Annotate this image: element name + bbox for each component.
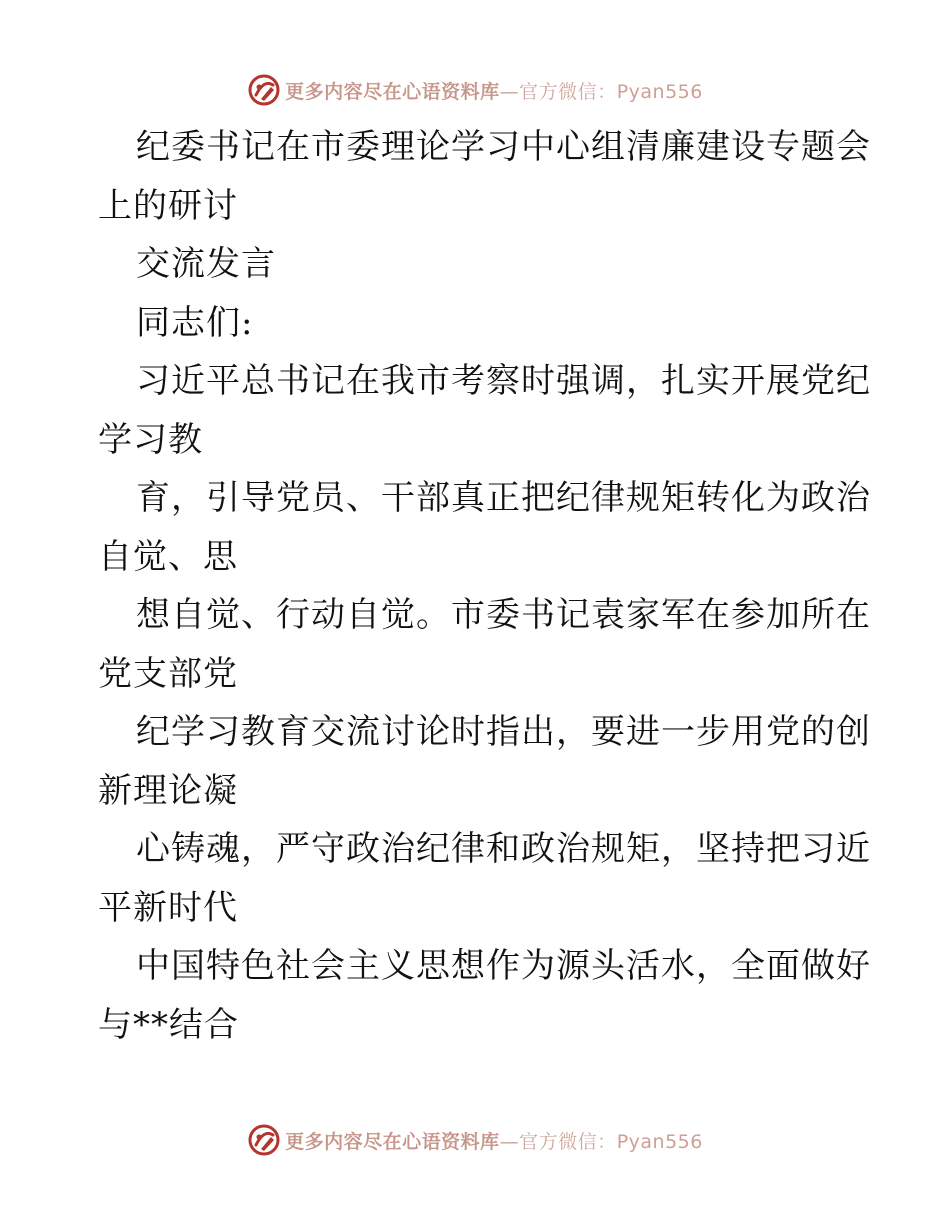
text-line: 育，引导党员、干部真正把纪律规矩转化为政治 [136, 478, 871, 518]
text-line: 心铸魂，严守政治纪律和政治规矩，坚持把习近 [136, 829, 871, 869]
footer-watermark [0, 1122, 950, 1158]
text-line: 自觉、思 [98, 536, 238, 577]
text-line: 与**结合 [98, 1004, 239, 1045]
brand-logo-icon [247, 73, 281, 107]
text-line: 习近平总书记在我市考察时强调，扎实开展党纪 [136, 361, 871, 401]
text-line: 纪委书记在市委理论学习中心组清廉建设专题会 [136, 127, 871, 167]
text-line: 上的研讨 [98, 185, 238, 226]
text-line: 中国特色社会主义思想作为源头活水，全面做好 [136, 946, 871, 986]
watermark-separator: — [499, 80, 520, 103]
document-body [98, 118, 871, 1054]
text-line: 平新时代 [98, 887, 238, 928]
text-line: 同志们: [136, 302, 254, 343]
watermark-text [285, 1127, 703, 1154]
watermark-label: 更多内容尽在心语资料库 [285, 80, 500, 103]
text-line: 纪学习教育交流讨论时指出，要进一步用党的创 [136, 712, 871, 752]
watermark-wechat-id: Pyan556 [616, 80, 703, 103]
watermark-wechat-id: Pyan556 [616, 1130, 703, 1153]
watermark-label: 更多内容尽在心语资料库 [285, 1130, 500, 1153]
watermark-separator: — [499, 1130, 520, 1153]
watermark-text [285, 77, 703, 104]
header-watermark [0, 72, 950, 108]
text-line: 想自觉、行动自觉。市委书记袁家军在参加所在 [136, 595, 871, 635]
text-line: 新理论凝 [98, 770, 238, 811]
text-line: 交流发言 [136, 244, 276, 284]
watermark-wechat-label: 官方微信： [519, 80, 617, 103]
text-line: 党支部党 [98, 653, 238, 694]
brand-logo-icon [247, 1123, 281, 1157]
watermark-wechat-label: 官方微信： [519, 1130, 617, 1153]
text-line: 学习教 [98, 419, 203, 460]
